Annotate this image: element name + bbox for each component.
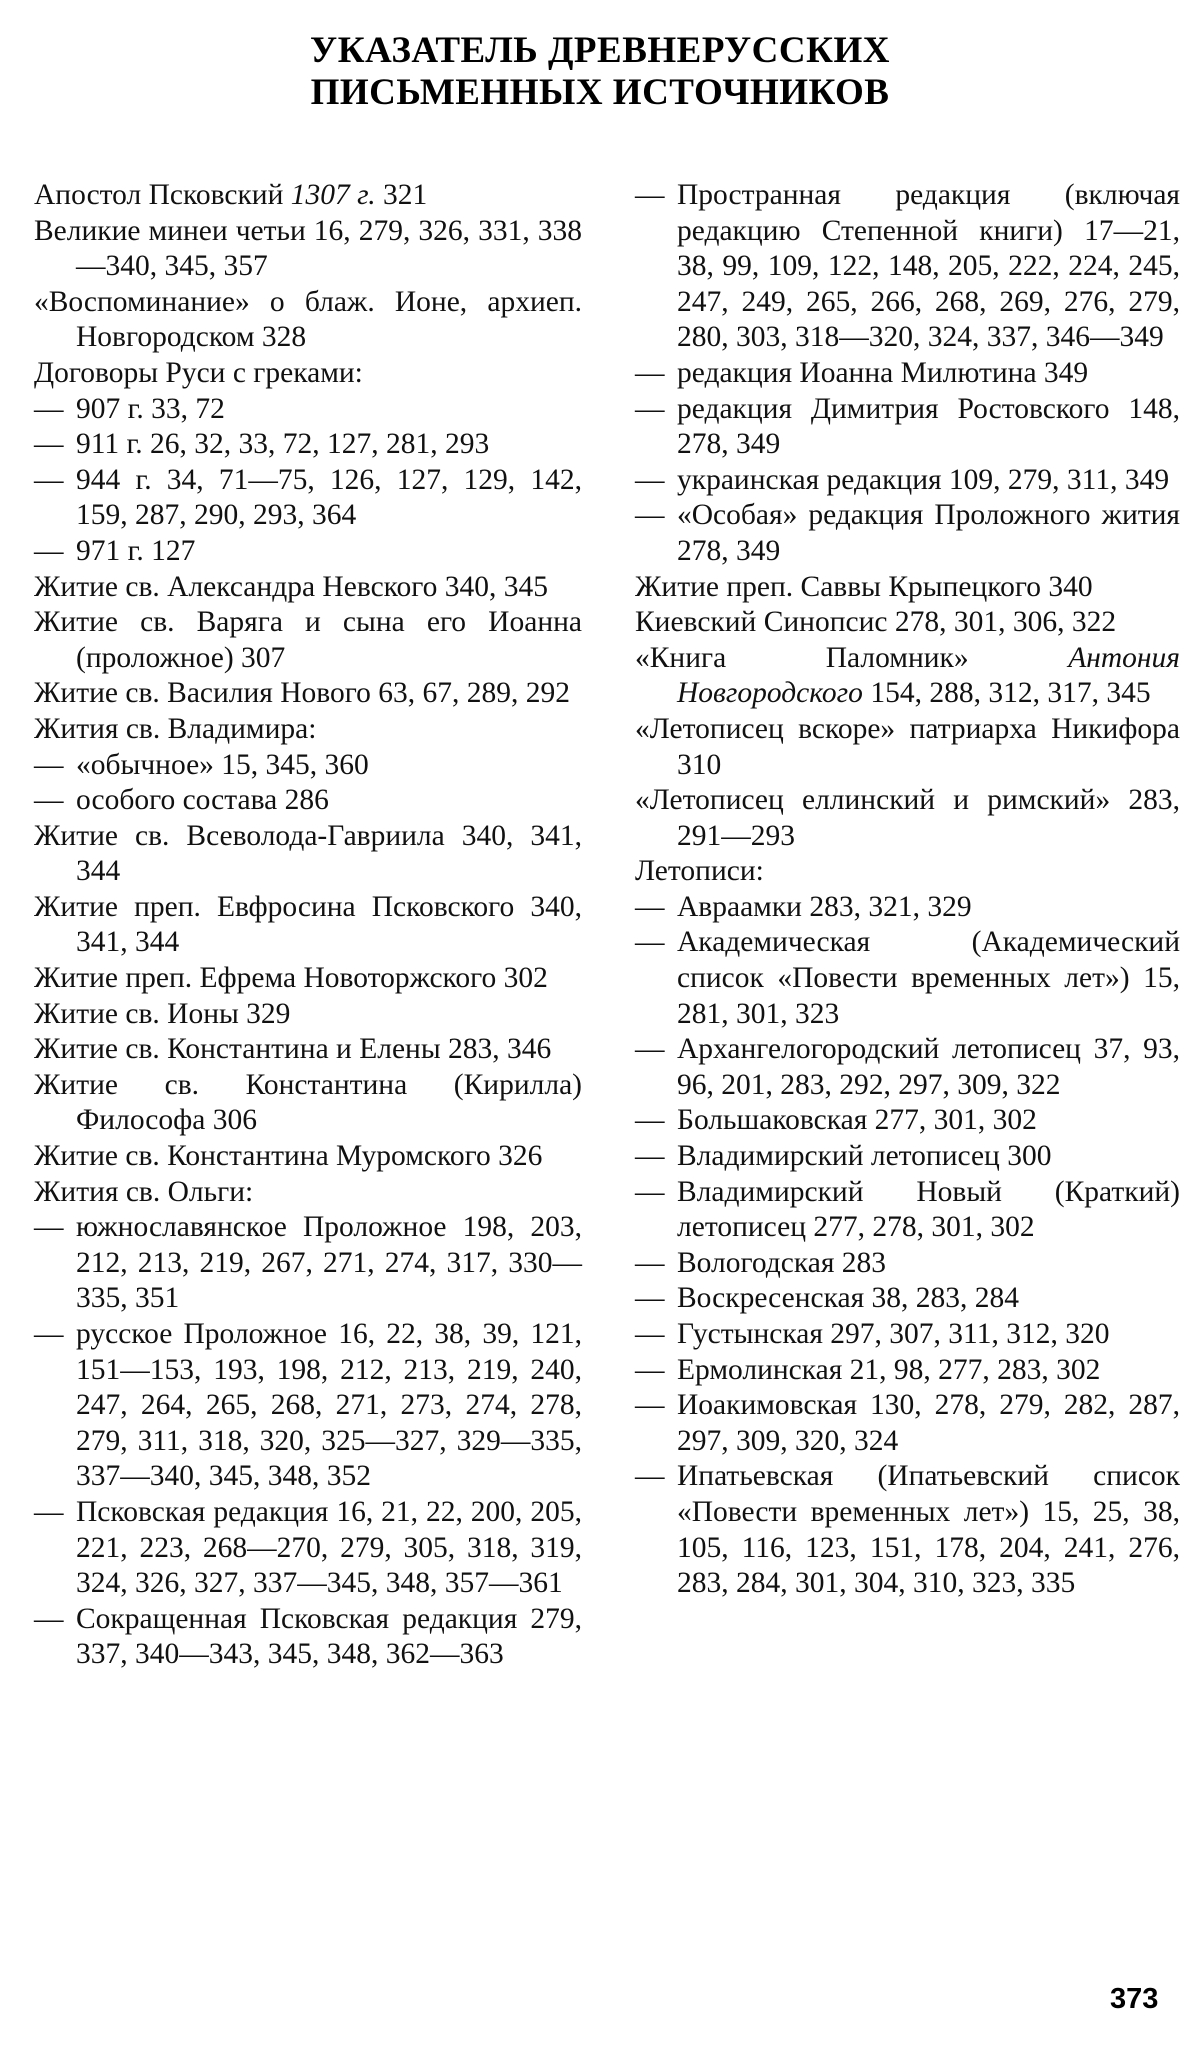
subentry-dash: — [635, 1389, 665, 1422]
index-entry [635, 712, 1180, 783]
index-entry [34, 748, 582, 784]
entry-text: редакция Димитрия Ростовского 148, 278, 349 [677, 392, 1180, 461]
entry-text: Киевский Синопсис 278, 301, 306, 322 [635, 606, 1117, 639]
index-entry [34, 676, 582, 712]
index-entry [635, 178, 1180, 356]
index-entry [34, 570, 582, 606]
subentry-dash: — [635, 1175, 665, 1208]
index-entry [34, 1495, 582, 1602]
subentry-dash: — [635, 1353, 665, 1386]
subentry-dash: — [34, 784, 64, 817]
index-entry [34, 1317, 582, 1495]
entry-text: Архангелогородский летописец 37, 93, 96, 201, 283, 292, 297, 309, 322 [677, 1033, 1180, 1101]
entry-text: Большаковская 277, 301, 302 [677, 1104, 1037, 1137]
index-entry [34, 463, 582, 534]
entry-text: 154, 288, 312, 317, 345 [862, 677, 1151, 710]
entry-text: Ермолинская 21, 98, 277, 283, 302 [677, 1353, 1101, 1386]
subentry-dash: — [34, 428, 64, 461]
index-entry [635, 1103, 1180, 1139]
right-column [635, 178, 1180, 1602]
entry-text: 1307 г. [290, 179, 376, 211]
page-title [0, 30, 1200, 114]
entry-text: Авраамки 283, 321, 329 [677, 890, 972, 923]
entry-text: редакция Иоанна Милютина 349 [677, 356, 1089, 389]
entry-text: 944 г. 34, 71—75, 126, 127, 129, 142, 159, 287, 290, 293, 364 [76, 463, 582, 532]
entry-text: Антония Новгородского [677, 641, 1180, 710]
subentry-dash: — [635, 179, 665, 211]
index-entry [635, 1139, 1180, 1175]
subentry-dash: — [635, 1318, 665, 1350]
index-entry [34, 214, 582, 285]
entry-text: Житие преп. Евфросина Псковского 340, 341, 344 [34, 890, 582, 959]
entry-text: южнославянское Проложное 198, 203, 212, 213, 219, 267, 271, 274, 317, 330—335, 351 [76, 1211, 582, 1315]
entry-text: Воскресенская 38, 283, 284 [677, 1282, 1020, 1315]
index-entry [34, 1068, 582, 1139]
index-entry [635, 1246, 1180, 1282]
index-entry [34, 1175, 582, 1211]
subentry-dash: — [34, 392, 64, 425]
page-number: 373 [1110, 1983, 1159, 2015]
entry-text: «Воспоминание» о блаж. Ионе, архиеп. Новгородском 328 [34, 285, 582, 354]
subentry-dash: — [34, 534, 64, 567]
entry-text: Житие св. Всеволода-Гавриила 340, 341, 344 [34, 819, 582, 888]
index-entry [34, 961, 582, 997]
index-entry [34, 997, 582, 1033]
entry-text: Ипатьевская (Ипатьевский список «Повести временных лет») 15, 25, 38, 105, 116, 123, 151, 178, 204, 241, 276, 283, 284, 301, 304, 310, 323, 335 [677, 1460, 1180, 1600]
index-entry [34, 1032, 582, 1068]
index-entry [635, 1281, 1180, 1317]
index-entry [34, 427, 582, 463]
index-entry [635, 854, 1180, 890]
entry-text: Житие преп. Саввы Крыпецкого 340 [635, 570, 1093, 603]
subentry-dash: — [635, 1246, 665, 1279]
index-entry [635, 890, 1180, 926]
entry-text: Пространная редакция (включая редакцию Степенной книги) 17—21, 38, 99, 109, 122, 148, 205, 222, 224, 245, 247, 249, 265, 266, 268, 269, 276, 279, 280, 303, 318—320, 324, 337, 346—349 [677, 179, 1180, 354]
entry-text: Житие преп. Ефрема Новоторжского 302 [34, 962, 548, 995]
entry-text: Житие св. Константина и Елены 283, 346 [34, 1033, 552, 1066]
entry-text: Жития св. Владимира: [34, 712, 317, 745]
subentry-dash: — [635, 392, 665, 425]
subentry-dash: — [635, 890, 665, 923]
entry-text: особого состава 286 [76, 784, 329, 817]
subentry-dash: — [34, 1495, 64, 1528]
subentry-dash: — [635, 1282, 665, 1315]
subentry-dash: — [635, 356, 665, 389]
index-entry [34, 1210, 582, 1317]
entry-text: Владимирский Новый (Краткий) летописец 277, 278, 301, 302 [677, 1175, 1180, 1244]
index-entry [635, 1032, 1180, 1103]
index-entry [34, 605, 582, 676]
index-entry [635, 925, 1180, 1032]
entry-text: Жития св. Ольги: [34, 1175, 254, 1208]
entry-text: «Летописец еллинский и римский» 283, 291—293 [635, 784, 1180, 852]
subentry-dash: — [635, 499, 665, 532]
entry-text: Академическая (Академический список «Повести временных лет») 15, 281, 301, 323 [677, 926, 1180, 1030]
index-entry [34, 712, 582, 748]
index-entry [635, 356, 1180, 392]
index-entry [635, 641, 1180, 712]
index-entry [635, 605, 1180, 641]
index-entry [34, 356, 582, 392]
subentry-dash: — [34, 463, 64, 496]
index-entry [34, 890, 582, 961]
entry-text: Великие минеи четьи 16, 279, 326, 331, 338—340, 345, 357 [34, 214, 582, 283]
entry-text: Житие св. Александра Невского 340, 345 [34, 570, 548, 603]
index-entry [34, 1139, 582, 1175]
entry-text: 907 г. 33, 72 [76, 392, 225, 425]
index-entry [635, 1353, 1180, 1389]
entry-text: Житие св. Константина (Кирилла) Философа 306 [34, 1068, 582, 1137]
title-line-1: УКАЗАТЕЛЬ ДРЕВНЕРУССКИХ [310, 30, 890, 71]
entry-text: «Летописец вскоре» патриарха Никифора 310 [635, 712, 1180, 781]
index-entry [34, 178, 582, 214]
entry-text: Летописи: [635, 855, 764, 888]
entry-text: Густынская 297, 307, 311, 312, 320 [677, 1318, 1110, 1350]
index-entry [34, 819, 582, 890]
entry-text: 971 г. 127 [76, 534, 196, 567]
entry-text: Сокращенная Псковская редакция 279, 337, 340—343, 345, 348, 362—363 [76, 1602, 582, 1671]
entry-text: Вологодская 283 [677, 1246, 887, 1279]
entry-text: «Особая» редакция Проложного жития 278, 349 [677, 499, 1180, 567]
subentry-dash: — [34, 748, 64, 781]
subentry-dash: — [635, 1140, 665, 1173]
subentry-dash: — [635, 463, 665, 496]
index-entry [34, 783, 582, 819]
index-entry [34, 285, 582, 356]
index-entry [635, 1459, 1180, 1601]
index-entry [635, 392, 1180, 463]
entry-text: Владимирский летописец 300 [677, 1140, 1052, 1173]
index-entry [635, 570, 1180, 606]
index-entry [635, 1175, 1180, 1246]
subentry-dash: — [34, 1318, 64, 1350]
index-entry [34, 392, 582, 428]
index-entry [635, 1317, 1180, 1353]
entry-text: «Книга Паломник» [635, 641, 1069, 674]
entry-text: Житие св. Василия Нового 63, 67, 289, 292 [34, 677, 571, 710]
entry-text: Апостол Псковский [34, 179, 291, 211]
entry-text: Псковская редакция 16, 21, 22, 200, 205, 221, 223, 268—270, 279, 305, 318, 319, 324, 326, 327, 337—345, 348, 357—361 [76, 1495, 582, 1600]
entry-text: Житие св. Ионы 329 [34, 997, 291, 1030]
entry-text: Житие св. Варяга и сына его Иоанна (проложное) 307 [34, 606, 582, 674]
entry-text: 911 г. 26, 32, 33, 72, 127, 281, 293 [76, 428, 490, 461]
subentry-dash: — [34, 1602, 64, 1635]
entry-text: русское Проложное 16, 22, 38, 39, 121, 151—153, 193, 198, 212, 213, 219, 240, 247, 264, 265, 268, 271, 273, 274, 278, 279, 311, 318, 320, 325—327, 329—335, 337—340, 345, 348, 352 [76, 1318, 582, 1493]
entry-text: Иоакимовская 130, 278, 279, 282, 287, 297, 309, 320, 324 [677, 1389, 1180, 1457]
subentry-dash: — [635, 1460, 665, 1493]
index-entry [635, 463, 1180, 499]
index-entry [635, 498, 1180, 569]
index-entry [34, 1602, 582, 1673]
left-column [34, 178, 582, 1673]
entry-text: Договоры Руси с греками: [34, 356, 363, 389]
title-line-2: ПИСЬМЕННЫХ ИСТОЧНИКОВ [310, 72, 890, 113]
subentry-dash: — [635, 1033, 665, 1066]
index-entry [635, 783, 1180, 854]
entry-text: Житие св. Константина Муромского 326 [34, 1140, 543, 1173]
index-entry [34, 534, 582, 570]
entry-text: 321 [375, 179, 428, 211]
subentry-dash: — [34, 1211, 64, 1244]
index-entry [635, 1388, 1180, 1459]
entry-text: «обычное» 15, 345, 360 [76, 748, 369, 781]
subentry-dash: — [635, 926, 665, 959]
entry-text: украинская редакция 109, 279, 311, 349 [677, 463, 1170, 496]
subentry-dash: — [635, 1104, 665, 1137]
